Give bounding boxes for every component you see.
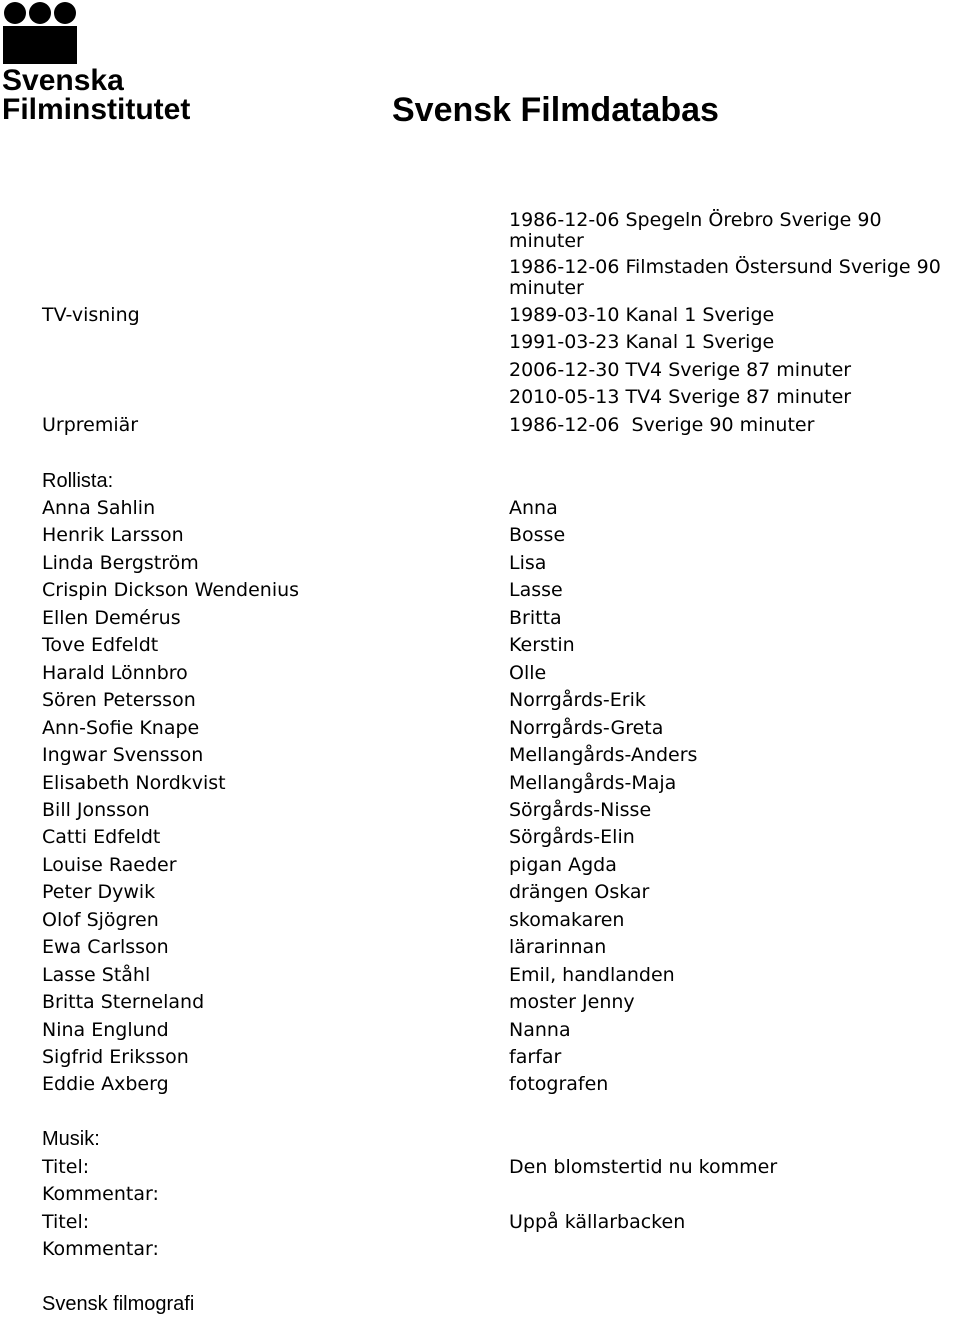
- cast-actor: Louise Raeder: [42, 854, 177, 876]
- cast-role: Lisa: [509, 552, 547, 574]
- cast-role: Anna: [509, 497, 558, 519]
- cast-role: drängen Oskar: [509, 881, 650, 903]
- cast-role: skomakaren: [509, 909, 625, 931]
- cast-actor: Harald Lönnbro: [42, 662, 188, 684]
- cast-role: pigan Agda: [509, 854, 617, 876]
- tv-entry: 1989-03-10 Kanal 1 Sverige: [509, 304, 775, 326]
- screening-entry: 1986-12-06 Spegeln Örebro Sverige 90 minuter: [509, 209, 882, 252]
- music-field-value: Den blomstertid nu kommer: [509, 1156, 778, 1178]
- music-heading: Musik:: [42, 1128, 100, 1150]
- logo-text-line2: Filminstitutet: [2, 93, 191, 126]
- cast-actor: Ann-Sofie Knape: [42, 717, 200, 739]
- cast-role: Lasse: [509, 579, 563, 601]
- cast-role: Sörgårds-Elin: [509, 826, 635, 848]
- cast-actor: Elisabeth Nordkvist: [42, 772, 226, 794]
- tv-entry: 1991-03-23 Kanal 1 Sverige: [509, 331, 775, 353]
- cast-role: Norrgårds-Erik: [509, 689, 646, 711]
- cast-role: Sörgårds-Nisse: [509, 799, 652, 821]
- cast-actor: Nina Englund: [42, 1019, 169, 1041]
- filmography-heading: Svensk filmografi: [42, 1293, 195, 1315]
- cast-role: moster Jenny: [509, 991, 635, 1013]
- cast-actor: Ewa Carlsson: [42, 936, 169, 958]
- cast-role: Kerstin: [509, 634, 575, 656]
- logo-text-line1: Svenska: [2, 64, 124, 97]
- premiere-value: 1986-12-06 Sverige 90 minuter: [509, 414, 815, 436]
- music-field-label: Kommentar:: [42, 1183, 159, 1205]
- logo-square-icon: [3, 26, 77, 64]
- cast-actor: Sigfrid Eriksson: [42, 1046, 189, 1068]
- cast-actor: Crispin Dickson Wendenius: [42, 579, 300, 601]
- cast-role: lärarinnan: [509, 936, 607, 958]
- cast-actor: Olof Sjögren: [42, 909, 159, 931]
- cast-role: Britta: [509, 607, 562, 629]
- cast-actor: Catti Edfeldt: [42, 826, 161, 848]
- tv-entry: 2010-05-13 TV4 Sverige 87 minuter: [509, 386, 852, 408]
- cast-heading: Rollista:: [42, 470, 114, 492]
- cast-actor: Eddie Axberg: [42, 1073, 169, 1095]
- logo-dots-icon: [2, 2, 78, 28]
- cast-role: farfar: [509, 1046, 562, 1068]
- cast-actor: Bill Jonsson: [42, 799, 150, 821]
- cast-actor: Ellen Demérus: [42, 607, 181, 629]
- cast-actor: Britta Sterneland: [42, 991, 205, 1013]
- cast-actor: Ingwar Svensson: [42, 744, 204, 766]
- cast-actor: Henrik Larsson: [42, 524, 184, 546]
- cast-actor: Lasse Ståhl: [42, 964, 151, 986]
- music-field-label: Titel:: [42, 1156, 90, 1178]
- cast-actor: Peter Dywik: [42, 881, 156, 903]
- tv-entry: 2006-12-30 TV4 Sverige 87 minuter: [509, 359, 852, 381]
- cast-actor: Anna Sahlin: [42, 497, 156, 519]
- cast-actor: Sören Petersson: [42, 689, 196, 711]
- premiere-label: Urpremiär: [42, 414, 139, 436]
- cast-role: Mellangårds-Anders: [509, 744, 698, 766]
- cast-role: Bosse: [509, 524, 566, 546]
- cast-role: Mellangårds-Maja: [509, 772, 677, 794]
- site-title: Svensk Filmdatabas: [392, 91, 719, 129]
- cast-role: Emil, handlanden: [509, 964, 675, 986]
- cast-actor: Tove Edfeldt: [42, 634, 159, 656]
- cast-role: Olle: [509, 662, 547, 684]
- tv-label: TV-visning: [42, 304, 140, 326]
- screening-entry: 1986-12-06 Filmstaden Östersund Sverige 90 minuter: [509, 256, 941, 299]
- cast-role: fotografen: [509, 1073, 609, 1095]
- cast-role: Norrgårds-Greta: [509, 717, 664, 739]
- cast-actor: Linda Bergström: [42, 552, 199, 574]
- music-field-label: Titel:: [42, 1211, 90, 1233]
- cast-role: Nanna: [509, 1019, 571, 1041]
- svenska-filminstitutet-logo: [2, 2, 202, 128]
- music-field-label: Kommentar:: [42, 1238, 159, 1260]
- music-field-value: Uppå källarbacken: [509, 1211, 686, 1233]
